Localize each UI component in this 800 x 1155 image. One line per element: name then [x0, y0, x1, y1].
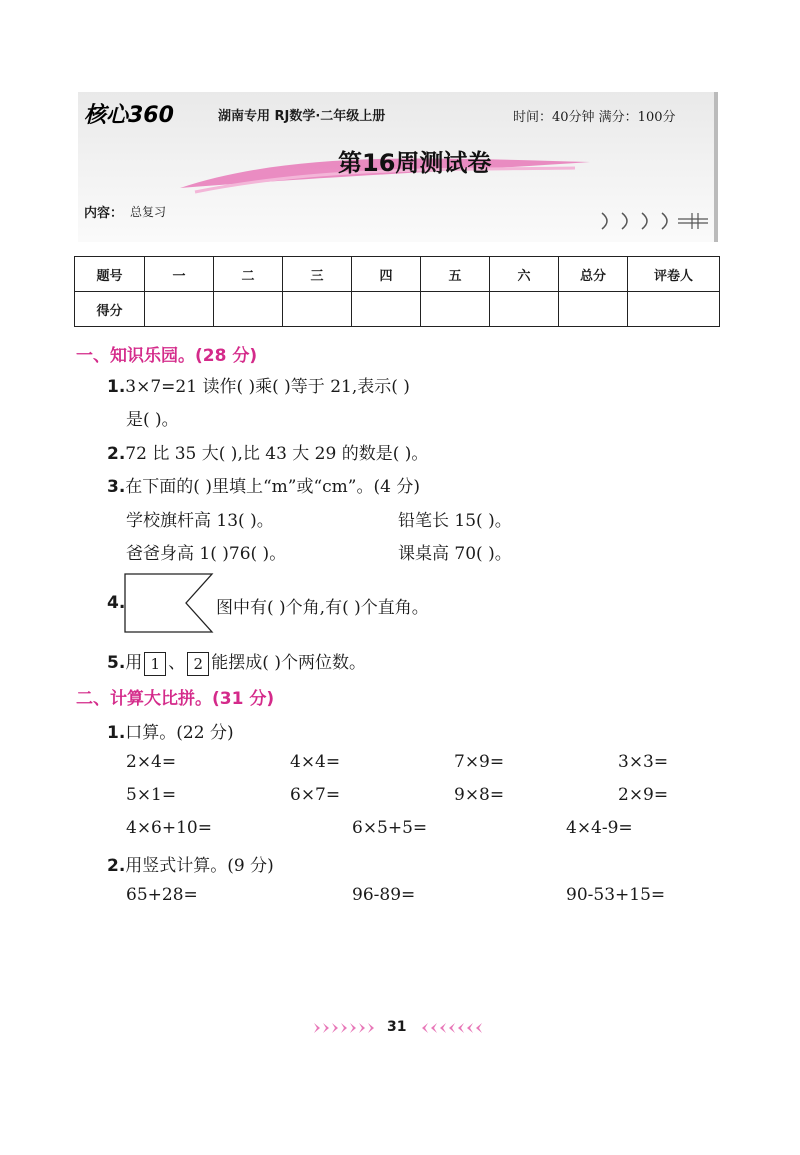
score-input-cell[interactable]	[490, 292, 559, 327]
score-table	[74, 256, 720, 327]
question-text: 3×7=21 读作( )乘( )等于 21,表示( )	[125, 377, 410, 397]
score-table-score-row	[75, 292, 720, 327]
brand-logo: 核心360	[84, 103, 174, 128]
score-input-cell[interactable]	[145, 292, 214, 327]
question-text: 能摆成( )个两位数。	[211, 653, 366, 673]
digit-card-1: 1	[144, 652, 166, 676]
question-number: 5.	[107, 653, 126, 673]
question-2	[107, 439, 428, 464]
oral-calc: 6×5+5=	[352, 818, 428, 838]
table-cell: 得分	[75, 292, 145, 327]
question-4-number	[107, 593, 125, 613]
question-text: 口算。(22 分)	[125, 723, 234, 743]
score-input-cell[interactable]	[283, 292, 352, 327]
question-number: 3.	[107, 477, 126, 497]
oral-calc: 7×9=	[454, 752, 505, 772]
oral-calc: 4×6+10=	[126, 818, 212, 838]
separator: 、	[168, 653, 186, 673]
table-cell: 四	[352, 257, 421, 292]
score-input-cell[interactable]	[214, 292, 283, 327]
question-text: 72 比 35 大( ),比 43 大 29 的数是( )。	[125, 444, 429, 464]
question-number: 4.	[107, 593, 126, 613]
question-3b: 铅笔长 15( )。	[398, 511, 512, 531]
table-cell: 二	[214, 257, 283, 292]
question-2-2	[107, 851, 274, 876]
time-score-info: 时间：40分钟 满分：100分	[513, 110, 676, 125]
vertical-calc: 90-53+15=	[566, 885, 666, 905]
oral-calc: 9×8=	[454, 785, 505, 805]
arrow-decoration-icon	[598, 210, 710, 232]
question-text: 用	[125, 653, 143, 673]
score-input-cell[interactable]	[421, 292, 490, 327]
question-number: 1.	[107, 377, 126, 397]
table-cell: 一	[145, 257, 214, 292]
score-table-header-row	[75, 257, 720, 292]
oral-calc: 4×4=	[290, 752, 341, 772]
question-number: 2.	[107, 856, 126, 876]
oral-calc: 2×9=	[618, 785, 669, 805]
content-label: 内容：	[84, 206, 124, 221]
table-cell: 评卷人	[628, 257, 720, 292]
question-3a: 学校旗杆高 13( )。	[126, 511, 274, 531]
vertical-calc: 65+28=	[126, 885, 198, 905]
page-title: 第16周测试卷	[338, 149, 492, 177]
question-1-line-2: 是( )。	[126, 410, 179, 430]
digit-card-2: 2	[187, 652, 209, 676]
question-4-text: 图中有( )个角,有( )个直角。	[216, 598, 429, 618]
question-3c: 爸爸身高 1( )76( )。	[126, 544, 287, 564]
question-3	[107, 472, 420, 497]
section-heading-2: 二、计算大比拼。(31 分)	[76, 689, 275, 709]
question-2-1	[107, 718, 234, 743]
score-input-cell[interactable]	[628, 292, 720, 327]
flag-shape-figure	[124, 573, 216, 633]
oral-calc: 6×7=	[290, 785, 341, 805]
table-cell: 六	[490, 257, 559, 292]
score-input-cell[interactable]	[352, 292, 421, 327]
table-cell: 三	[283, 257, 352, 292]
table-cell: 题号	[75, 257, 145, 292]
score-input-cell[interactable]	[559, 292, 628, 327]
content-value: 总复习	[130, 205, 167, 219]
question-number: 2.	[107, 444, 126, 464]
section-heading-1: 一、知识乐园。(28 分)	[76, 346, 258, 366]
table-cell: 五	[421, 257, 490, 292]
question-5	[107, 648, 366, 676]
oral-calc: 2×4=	[126, 752, 177, 772]
page-number: 31	[387, 1019, 407, 1035]
question-text: 在下面的( )里填上“m”或“cm”。(4 分)	[125, 477, 420, 497]
question-3d: 课桌高 70( )。	[398, 544, 512, 564]
question-number: 1.	[107, 723, 126, 743]
oral-calc: 4×4-9=	[566, 818, 633, 838]
book-subtitle: 湖南专用 RJ数学·二年级上册	[218, 109, 386, 124]
vertical-calc: 96-89=	[352, 885, 416, 905]
oral-calc: 3×3=	[618, 752, 669, 772]
oral-calc: 5×1=	[126, 785, 177, 805]
question-1-line-1	[107, 372, 410, 397]
question-text: 用竖式计算。(9 分)	[125, 856, 274, 876]
table-cell: 总分	[559, 257, 628, 292]
